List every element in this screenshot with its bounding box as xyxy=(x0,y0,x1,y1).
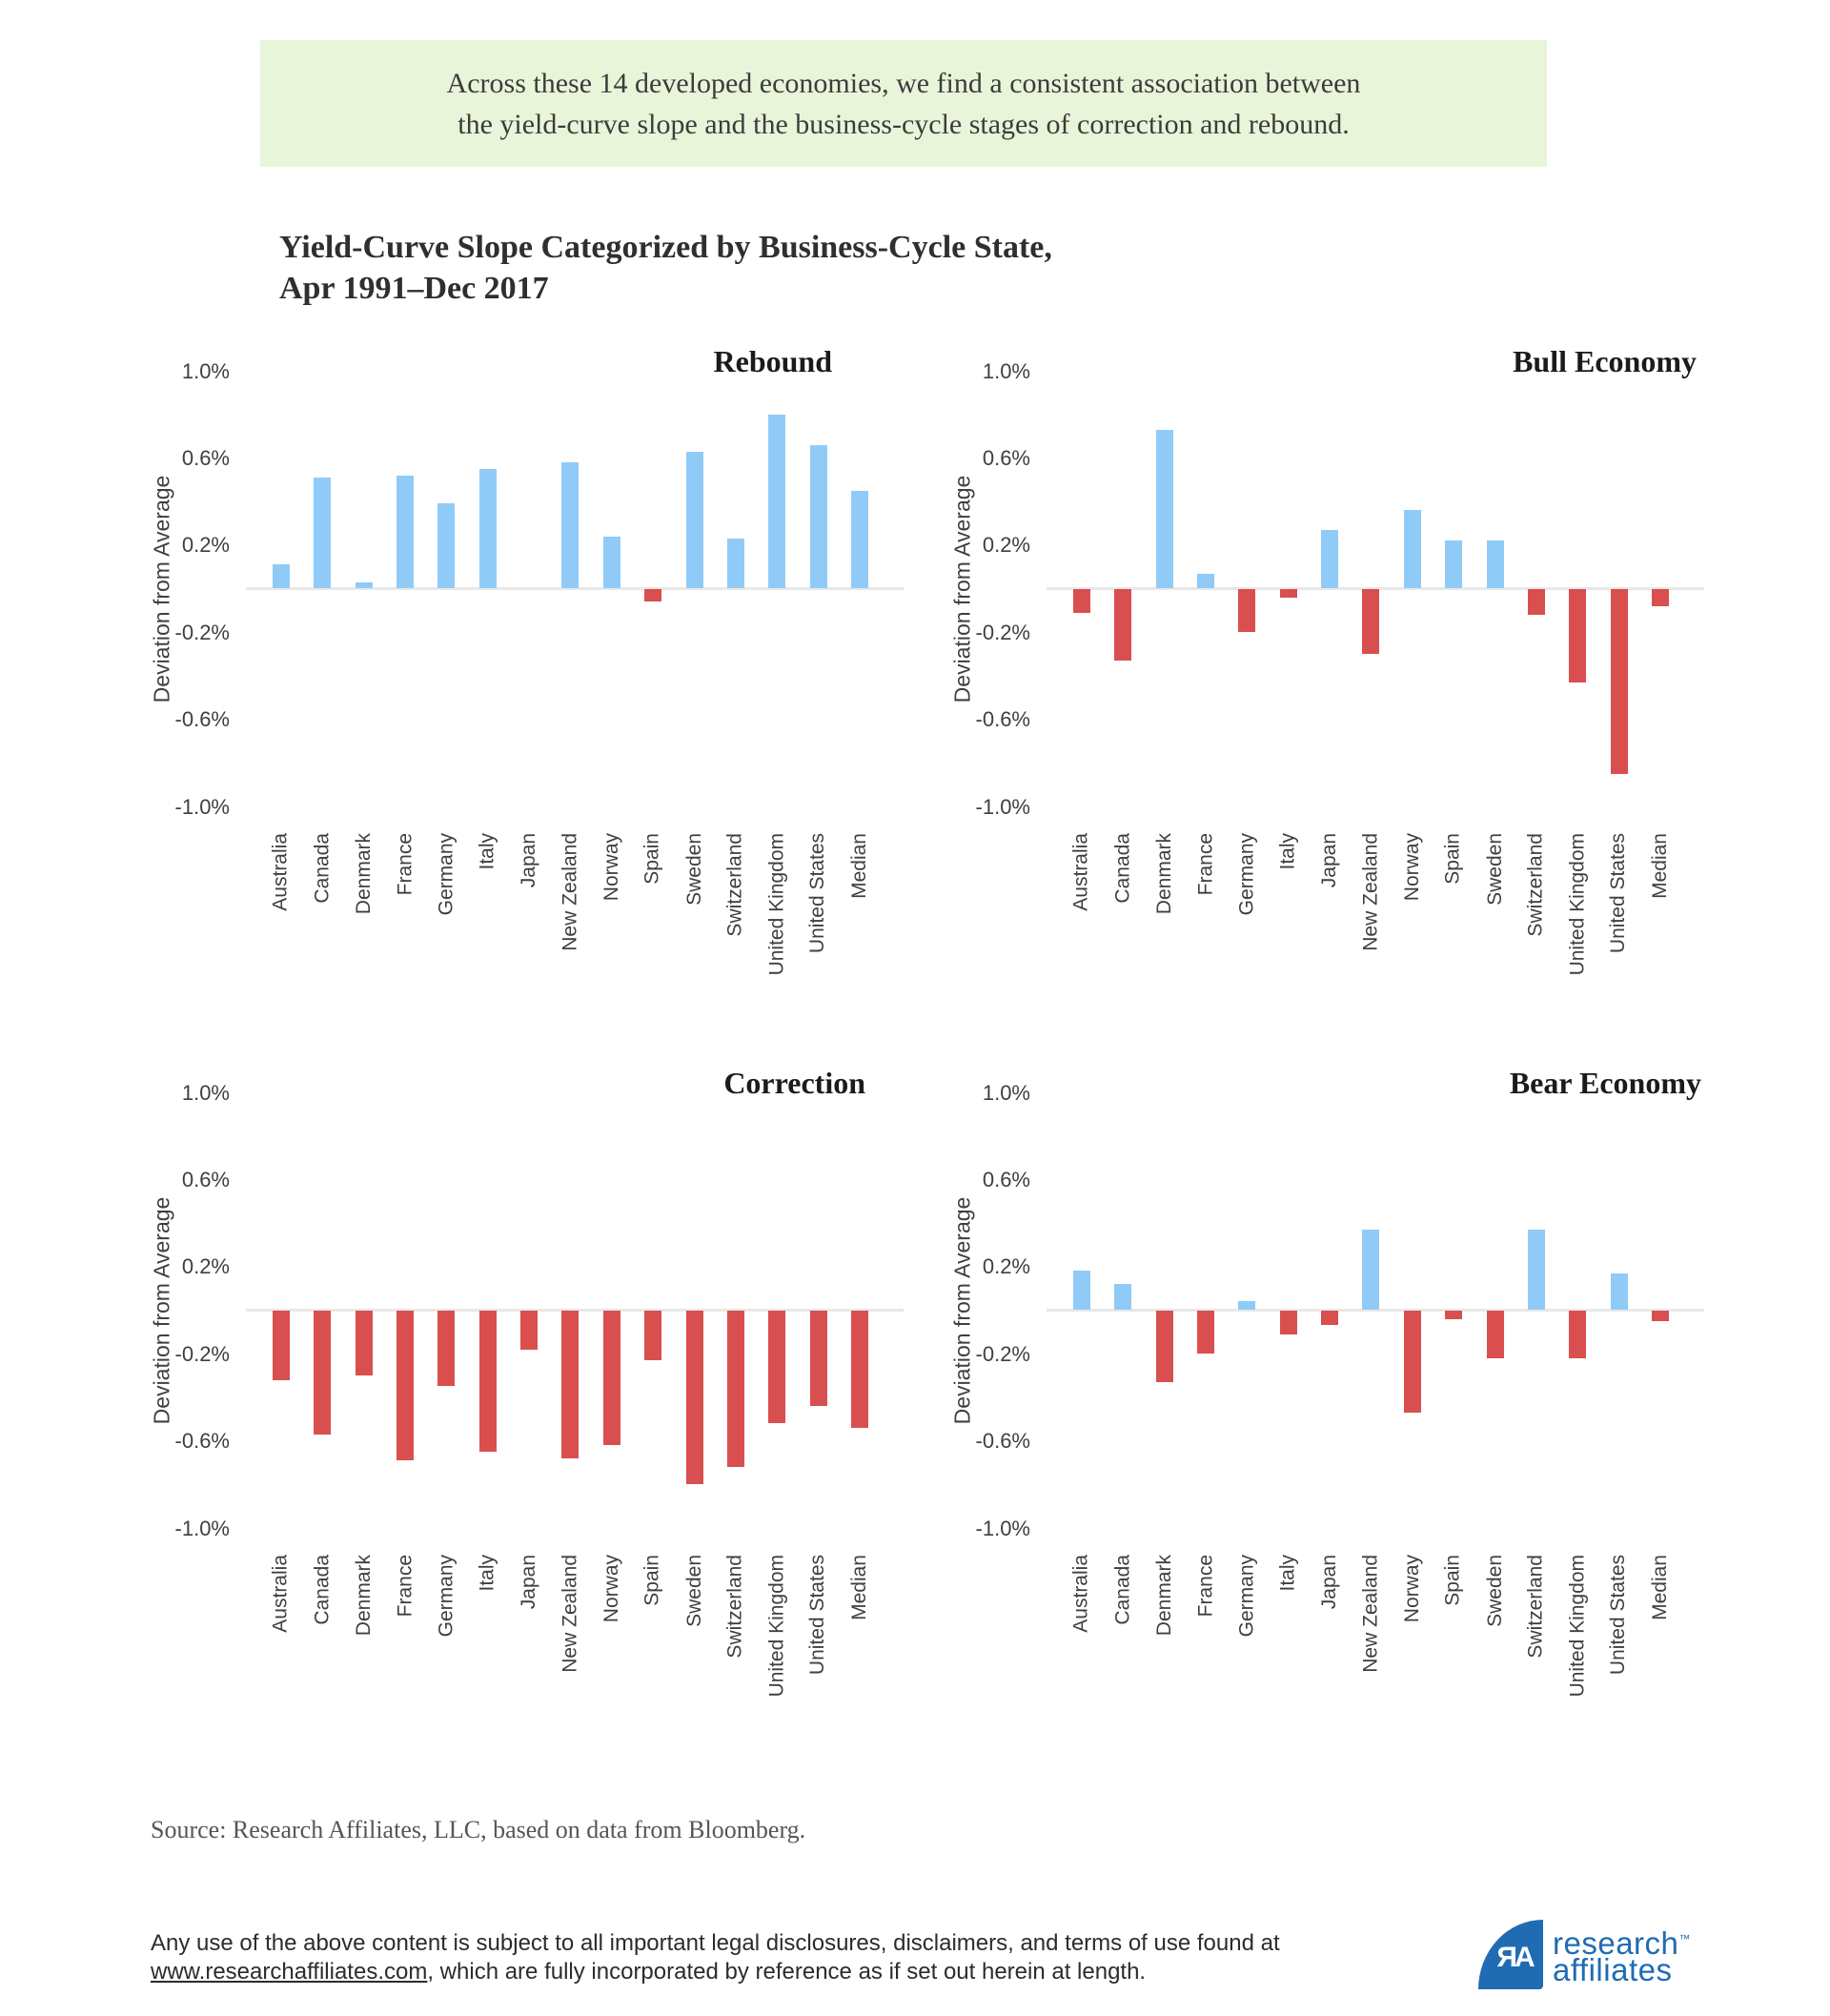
x-label-median: Median xyxy=(1648,1555,1671,1620)
x-label-japan: Japan xyxy=(518,1555,540,1610)
y-tick-label: -1.0% xyxy=(174,1516,230,1540)
bar-bear-economy-italy xyxy=(1280,1311,1297,1334)
x-label-switzerland: Switzerland xyxy=(723,1555,746,1659)
x-label-united-states: United States xyxy=(1607,833,1630,954)
bar-bull-economy-spain xyxy=(1445,540,1462,588)
y-tick-label: 0.6% xyxy=(181,445,230,470)
y-tick-label: -1.0% xyxy=(975,794,1030,819)
y-tick-label: 1.0% xyxy=(181,1080,230,1105)
y-tick-label: 0.6% xyxy=(982,445,1030,470)
x-label-norway: Norway xyxy=(1400,833,1423,902)
x-label-spain: Spain xyxy=(641,833,664,885)
y-tick-label: -0.2% xyxy=(975,620,1030,644)
x-label-spain: Spain xyxy=(641,1555,664,1606)
x-label-australia: Australia xyxy=(1070,833,1092,911)
chart-title xyxy=(279,227,1052,309)
logo-word-research: research™ xyxy=(1553,1925,1691,1961)
y-axis-title: Deviation from Average xyxy=(149,475,174,703)
bar-rebound-new-zealand xyxy=(561,462,579,589)
trademark-symbol: ™ xyxy=(1678,1932,1691,1945)
x-label-denmark: Denmark xyxy=(352,833,375,915)
x-label-denmark: Denmark xyxy=(352,1555,375,1637)
x-label-germany: Germany xyxy=(435,833,458,916)
bar-bull-economy-sweden xyxy=(1487,540,1504,588)
bar-rebound-italy xyxy=(479,469,497,589)
chart-bear-economy xyxy=(949,1066,1704,1698)
x-label-new-zealand: New Zealand xyxy=(559,833,581,951)
bar-rebound-norway xyxy=(603,537,620,589)
bar-rebound-switzerland xyxy=(727,539,744,589)
y-tick-label: -1.0% xyxy=(975,1516,1030,1540)
source-note: Source: Research Affiliates, LLC, based on data from Bloomberg. xyxy=(151,1816,806,1843)
x-label-france: France xyxy=(1194,1555,1217,1618)
bar-bull-economy-median xyxy=(1652,589,1669,606)
x-label-germany: Germany xyxy=(1235,833,1258,916)
bar-bear-economy-france xyxy=(1197,1311,1214,1354)
x-label-denmark: Denmark xyxy=(1152,1555,1175,1637)
legal-line-1: Any use of the above content is subject to all important legal disclosures, disclaimers, and terms of use found at xyxy=(151,1930,1280,1956)
bar-correction-sweden xyxy=(686,1311,703,1485)
chart-title-line-1: Yield-Curve Slope Categorized by Business-Cycle State, xyxy=(279,230,1052,265)
bar-rebound-sweden xyxy=(686,452,703,589)
bar-bear-economy-spain xyxy=(1445,1311,1462,1319)
y-tick-label: -0.2% xyxy=(174,1341,230,1366)
bar-correction-united-states xyxy=(810,1311,827,1407)
chart-correction xyxy=(149,1066,904,1698)
x-label-united-states: United States xyxy=(806,1555,829,1676)
x-label-germany: Germany xyxy=(435,1555,458,1638)
x-label-australia: Australia xyxy=(270,1555,292,1633)
x-label-united-kingdom: United Kingdom xyxy=(1566,1555,1589,1698)
x-label-canada: Canada xyxy=(311,833,334,904)
banner-line-2: the yield-curve slope and the business-cycle stages of correction and rebound. xyxy=(458,108,1350,140)
y-axis-title: Deviation from Average xyxy=(949,1196,975,1424)
x-label-united-states: United States xyxy=(1607,1555,1630,1676)
x-label-median: Median xyxy=(847,833,870,899)
x-label-sweden: Sweden xyxy=(682,1555,705,1627)
y-tick-label: -0.6% xyxy=(975,707,1030,732)
ra-logo-icon xyxy=(1478,1920,1543,1989)
x-label-median: Median xyxy=(847,1555,870,1620)
x-label-japan: Japan xyxy=(518,833,540,888)
y-tick-label: 1.0% xyxy=(982,358,1030,383)
x-label-canada: Canada xyxy=(1111,833,1134,904)
bar-bull-economy-germany xyxy=(1238,589,1255,633)
bar-correction-france xyxy=(396,1311,414,1461)
bar-rebound-denmark xyxy=(356,582,373,589)
x-label-new-zealand: New Zealand xyxy=(559,1555,581,1673)
x-label-sweden: Sweden xyxy=(1483,1555,1506,1627)
y-tick-label: 1.0% xyxy=(982,1080,1030,1105)
x-label-spain: Spain xyxy=(1442,833,1465,885)
x-label-denmark: Denmark xyxy=(1152,833,1175,915)
bar-correction-germany xyxy=(437,1311,455,1387)
panel-title-bear-economy: Bear Economy xyxy=(1509,1066,1701,1100)
highlight-banner xyxy=(260,40,1547,167)
bar-bear-economy-australia xyxy=(1073,1271,1090,1310)
bar-rebound-australia xyxy=(273,564,290,588)
y-tick-label: 0.2% xyxy=(982,533,1030,558)
bar-bear-economy-germany xyxy=(1238,1301,1255,1310)
bar-correction-new-zealand xyxy=(561,1311,579,1458)
x-label-japan: Japan xyxy=(1318,1555,1341,1610)
bar-bull-economy-australia xyxy=(1073,589,1090,613)
x-label-switzerland: Switzerland xyxy=(1524,833,1547,937)
bar-correction-united-kingdom xyxy=(768,1311,785,1424)
ra-monogram: ЯA xyxy=(1496,1941,1533,1973)
bar-bear-economy-median xyxy=(1652,1311,1669,1321)
x-label-norway: Norway xyxy=(1400,1555,1423,1623)
bar-bear-economy-new-zealand xyxy=(1362,1230,1379,1311)
y-tick-label: -0.2% xyxy=(174,620,230,644)
y-axis-title: Deviation from Average xyxy=(949,475,975,703)
bar-rebound-united-kingdom xyxy=(768,415,785,589)
panel-title-bull-economy: Bull Economy xyxy=(1513,344,1697,378)
bar-bull-economy-new-zealand xyxy=(1362,589,1379,655)
bar-bear-economy-united-kingdom xyxy=(1569,1311,1586,1358)
x-label-france: France xyxy=(394,833,417,896)
bar-rebound-median xyxy=(851,491,868,589)
x-label-australia: Australia xyxy=(1070,1555,1092,1633)
x-label-italy: Italy xyxy=(1276,1555,1299,1592)
y-tick-label: -0.2% xyxy=(975,1341,1030,1366)
x-label-switzerland: Switzerland xyxy=(1524,1555,1547,1659)
chart-rebound xyxy=(149,344,904,976)
x-label-italy: Italy xyxy=(476,833,498,870)
bar-bull-economy-italy xyxy=(1280,589,1297,598)
bar-bear-economy-switzerland xyxy=(1528,1230,1545,1311)
x-label-norway: Norway xyxy=(600,1555,622,1623)
y-tick-label: -0.6% xyxy=(975,1429,1030,1454)
panel-title-rebound: Rebound xyxy=(713,344,832,378)
banner-line-1: Across these 14 developed economies, we find a consistent association between xyxy=(446,67,1361,99)
y-axis-title: Deviation from Average xyxy=(149,1196,174,1424)
x-label-sweden: Sweden xyxy=(1483,833,1506,906)
bar-correction-denmark xyxy=(356,1311,373,1376)
bar-bull-economy-denmark xyxy=(1156,430,1173,589)
y-tick-label: 0.2% xyxy=(181,1254,230,1279)
y-tick-label: 0.6% xyxy=(181,1167,230,1191)
y-tick-label: 1.0% xyxy=(181,358,230,383)
bar-rebound-germany xyxy=(437,503,455,588)
bar-rebound-france xyxy=(396,476,414,589)
x-label-norway: Norway xyxy=(600,833,622,902)
bar-bear-economy-norway xyxy=(1404,1311,1421,1413)
x-label-united-kingdom: United Kingdom xyxy=(765,1555,788,1698)
x-label-canada: Canada xyxy=(1111,1555,1134,1625)
chart-title-line-2: Apr 1991–Dec 2017 xyxy=(279,271,549,306)
bar-rebound-spain xyxy=(644,589,661,602)
x-label-france: France xyxy=(1194,833,1217,896)
bar-correction-canada xyxy=(314,1311,331,1435)
x-label-italy: Italy xyxy=(476,1555,498,1592)
panel-title-correction: Correction xyxy=(723,1066,865,1100)
bar-bear-economy-canada xyxy=(1114,1284,1131,1310)
x-label-germany: Germany xyxy=(1235,1555,1258,1638)
x-label-sweden: Sweden xyxy=(682,833,705,906)
bar-correction-spain xyxy=(644,1311,661,1361)
x-label-switzerland: Switzerland xyxy=(723,833,746,937)
bar-correction-italy xyxy=(479,1311,497,1453)
bar-correction-norway xyxy=(603,1311,620,1446)
x-label-italy: Italy xyxy=(1276,833,1299,870)
bar-bull-economy-united-states xyxy=(1611,589,1628,774)
legal-line-2 xyxy=(151,1958,1280,1986)
x-label-median: Median xyxy=(1648,833,1671,899)
legal-line-2-rest: , which are fully incorporated by reference as if set out herein at length. xyxy=(427,1959,1147,1985)
x-label-united-states: United States xyxy=(806,833,829,954)
x-label-united-kingdom: United Kingdom xyxy=(1566,833,1589,976)
bar-bull-economy-canada xyxy=(1114,589,1131,661)
y-tick-label: -0.6% xyxy=(174,707,230,732)
bar-bull-economy-france xyxy=(1197,574,1214,589)
bar-bear-economy-denmark xyxy=(1156,1311,1173,1382)
x-label-france: France xyxy=(394,1555,417,1618)
bar-bull-economy-switzerland xyxy=(1528,589,1545,615)
logo-word-affiliates: affiliates xyxy=(1553,1952,1673,1987)
x-label-new-zealand: New Zealand xyxy=(1359,833,1382,951)
bar-correction-switzerland xyxy=(727,1311,744,1468)
y-tick-label: 0.2% xyxy=(982,1254,1030,1279)
bar-bull-economy-united-kingdom xyxy=(1569,589,1586,682)
x-label-canada: Canada xyxy=(311,1555,334,1625)
bar-correction-median xyxy=(851,1311,868,1428)
bar-bear-economy-sweden xyxy=(1487,1311,1504,1358)
research-affiliates-logo xyxy=(1478,1920,1691,1989)
bar-rebound-united-states xyxy=(810,445,827,589)
chart-bull-economy xyxy=(949,344,1704,976)
bar-correction-australia xyxy=(273,1311,290,1380)
bar-bear-economy-japan xyxy=(1321,1311,1338,1326)
bar-bull-economy-japan xyxy=(1321,530,1338,589)
x-label-new-zealand: New Zealand xyxy=(1359,1555,1382,1673)
y-tick-label: 0.6% xyxy=(982,1167,1030,1191)
bar-bear-economy-united-states xyxy=(1611,1273,1628,1311)
x-label-spain: Spain xyxy=(1442,1555,1465,1606)
researchaffiliates-link[interactable]: www.researchaffiliates.com xyxy=(151,1959,428,1985)
y-tick-label: -0.6% xyxy=(174,1429,230,1454)
y-tick-label: 0.2% xyxy=(181,533,230,558)
bar-correction-japan xyxy=(520,1311,538,1350)
x-label-japan: Japan xyxy=(1318,833,1341,888)
legal-disclaimer xyxy=(151,1929,1280,1986)
x-label-australia: Australia xyxy=(270,833,292,911)
bar-bull-economy-norway xyxy=(1404,510,1421,588)
x-label-united-kingdom: United Kingdom xyxy=(765,833,788,976)
logo-wordmark xyxy=(1553,1925,1691,1987)
y-tick-label: -1.0% xyxy=(174,794,230,819)
bar-rebound-canada xyxy=(314,478,331,589)
